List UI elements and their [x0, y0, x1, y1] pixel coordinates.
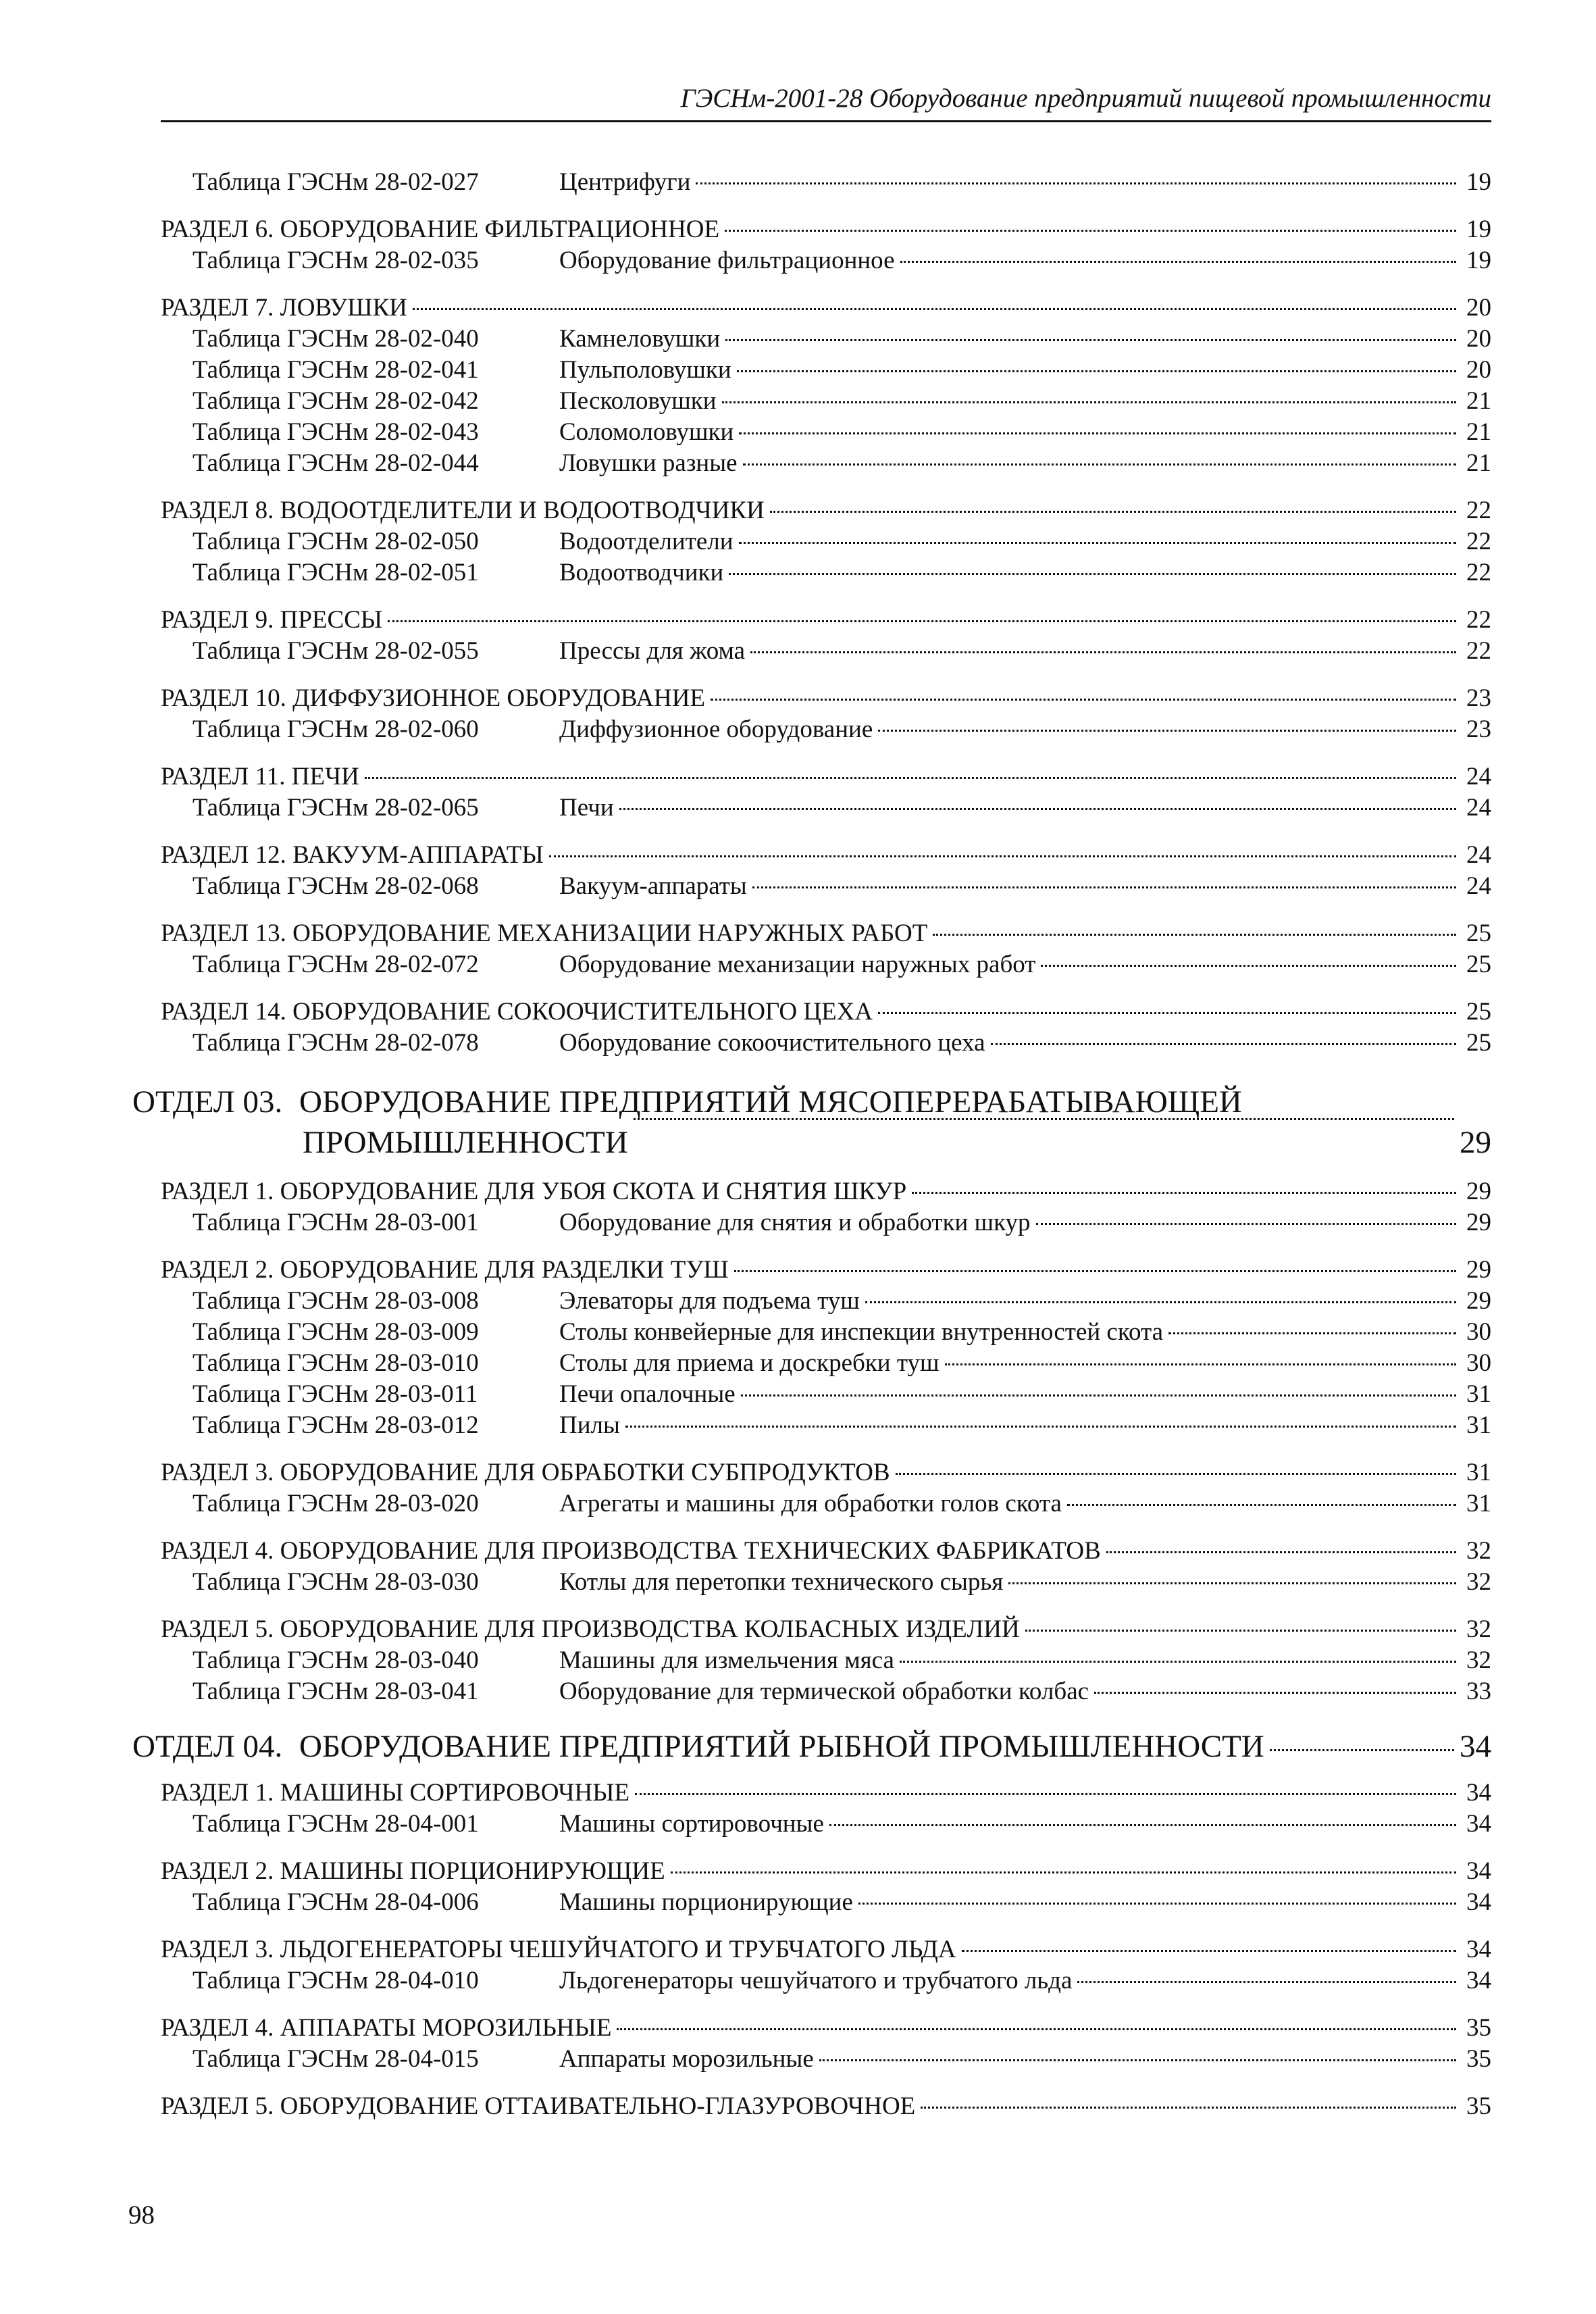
dot-leader: [858, 1902, 1456, 1905]
entry-page: 20: [1466, 294, 1491, 322]
dot-leader: [734, 1269, 1456, 1272]
entry-page: 31: [1466, 1490, 1491, 1517]
entry-page: 34: [1466, 1936, 1491, 1963]
toc-entry[interactable]: [161, 1535, 1491, 1567]
table-code: Таблица ГЭСНм 28-04-001: [192, 1810, 479, 1838]
entry-page: 20: [1466, 356, 1491, 384]
entry-page: 35: [1466, 2014, 1491, 2042]
entry-title: Водоотводчики: [559, 559, 724, 586]
dot-leader: [1094, 1691, 1456, 1694]
table-code: Таблица ГЭСНм 28-02-068: [192, 872, 479, 900]
entry-page: 31: [1466, 1380, 1491, 1408]
entry-page: 29: [1460, 1125, 1491, 1160]
entry-title: Оборудование сокоочистительного цеха: [559, 1029, 985, 1057]
dot-leader: [711, 698, 1456, 701]
entry-page: 24: [1466, 763, 1491, 790]
entry-page: 22: [1466, 637, 1491, 665]
dot-leader: [1067, 1503, 1456, 1506]
entry-title: Машины сортировочные: [559, 1810, 824, 1838]
entry-title: Оборудование для термической обработки колбас: [559, 1678, 1089, 1705]
dot-leader: [912, 1191, 1456, 1194]
entry-title: Столы для приема и доскребки туш: [559, 1349, 939, 1377]
entry-title: Оборудование механизации наружных работ: [559, 951, 1036, 978]
division-code: ОТДЕЛ 03.: [132, 1084, 283, 1120]
toc-entry[interactable]: [161, 1613, 1491, 1646]
dot-leader: [896, 1472, 1456, 1475]
entry-page: 24: [1466, 794, 1491, 822]
table-code: Таблица ГЭСНм 28-03-020: [192, 1490, 479, 1517]
entry-title: Камнеловушки: [559, 325, 721, 353]
toc-entry[interactable]: [161, 1176, 1491, 1208]
dot-leader: [725, 229, 1456, 232]
entry-page: 29: [1466, 1178, 1491, 1205]
dot-leader: [750, 651, 1456, 653]
division-title-cont: ПРОМЫШЛЕННОСТИ: [303, 1125, 628, 1160]
toc-entry[interactable]: [161, 2012, 1491, 2044]
entry-page: 21: [1466, 418, 1491, 446]
entry-page: 32: [1466, 1568, 1491, 1596]
toc-entry[interactable]: [161, 213, 1491, 246]
dot-leader: [770, 510, 1456, 513]
entry-page: 32: [1466, 1646, 1491, 1674]
section-title: РАЗДЕЛ 10. ДИФФУЗИОННОЕ ОБОРУДОВАНИЕ: [161, 684, 706, 712]
table-code: Таблица ГЭСНм 28-02-035: [192, 247, 479, 274]
entry-title: Печи: [559, 794, 614, 822]
dot-leader: [1270, 1749, 1454, 1751]
section-title: РАЗДЕЛ 5. ОБОРУДОВАНИЕ ДЛЯ ПРОИЗВОДСТВА КОЛБАСНЫХ ИЗДЕЛИЙ: [161, 1615, 1020, 1643]
division-title: ОБОРУДОВАНИЕ ПРЕДПРИЯТИЙ РЫБНОЙ ПРОМЫШЛЕННОСТИ: [299, 1729, 1264, 1764]
section-title: РАЗДЕЛ 3. ОБОРУДОВАНИЕ ДЛЯ ОБРАБОТКИ СУБПРОДУКТОВ: [161, 1459, 890, 1486]
entry-page: 34: [1466, 1888, 1491, 1916]
entry-title: Диффузионное оборудование: [559, 715, 873, 743]
page-number: 98: [128, 2200, 155, 2230]
toc-entry[interactable]: [161, 604, 1491, 636]
table-code: Таблица ГЭСНм 28-02-041: [192, 356, 479, 384]
dot-leader: [878, 1011, 1456, 1014]
entry-page: 31: [1466, 1411, 1491, 1439]
dot-leader: [962, 1949, 1456, 1952]
toc-entry[interactable]: [161, 1855, 1491, 1888]
entry-page: 30: [1466, 1318, 1491, 1346]
toc-entry[interactable]: [161, 839, 1491, 872]
dot-leader: [1168, 1332, 1456, 1334]
toc-entry[interactable]: [161, 1457, 1491, 1489]
entry-page: 22: [1466, 559, 1491, 586]
entry-title: Песколовушки: [559, 387, 717, 415]
toc-entry[interactable]: [161, 761, 1491, 793]
section-title: РАЗДЕЛ 3. ЛЬДОГЕНЕРАТОРЫ ЧЕШУЙЧАТОГО И ТРУБЧАТОГО ЛЬДА: [161, 1936, 956, 1963]
section-title: РАЗДЕЛ 11. ПЕЧИ: [161, 763, 359, 790]
entry-title: Вакуум-аппараты: [559, 872, 747, 900]
table-code: Таблица ГЭСНм 28-04-006: [192, 1888, 479, 1916]
dot-leader: [933, 933, 1456, 936]
table-code: Таблица ГЭСНм 28-02-065: [192, 794, 479, 822]
toc-entry[interactable]: [161, 682, 1491, 715]
dot-leader: [878, 729, 1456, 732]
table-code: Таблица ГЭСНм 28-02-027: [192, 168, 479, 196]
toc-entry[interactable]: [161, 292, 1491, 324]
entry-title: Льдогенераторы чешуйчатого и трубчатого льда: [559, 1967, 1073, 1994]
section-title: РАЗДЕЛ 7. ЛОВУШКИ: [161, 294, 408, 322]
toc-entry[interactable]: [161, 495, 1491, 527]
dot-leader: [1106, 1551, 1456, 1553]
entry-page: 19: [1466, 168, 1491, 196]
dot-leader: [900, 1660, 1456, 1663]
division-code: ОТДЕЛ 04.: [132, 1729, 283, 1764]
dot-leader: [729, 572, 1456, 575]
entry-title: Оборудование фильтрационное: [559, 247, 895, 274]
entry-page: 22: [1466, 606, 1491, 634]
entry-page: 21: [1466, 387, 1491, 415]
section-title: РАЗДЕЛ 8. ВОДООТДЕЛИТЕЛИ И ВОДООТВОДЧИКИ: [161, 497, 765, 524]
entry-title: Агрегаты и машины для обработки голов скота: [559, 1490, 1062, 1517]
entry-page: 29: [1466, 1287, 1491, 1315]
table-code: Таблица ГЭСНм 28-04-015: [192, 2045, 479, 2073]
dot-leader: [413, 307, 1456, 310]
dot-leader: [619, 807, 1456, 810]
dot-leader: [743, 463, 1456, 466]
entry-title: Машины порционирующие: [559, 1888, 853, 1916]
dot-leader: [388, 620, 1456, 622]
dot-leader: [991, 1042, 1457, 1045]
table-code: Таблица ГЭСНм 28-03-040: [192, 1646, 479, 1674]
dot-leader: [739, 432, 1456, 434]
table-code: Таблица ГЭСНм 28-04-010: [192, 1967, 479, 1994]
toc-entry[interactable]: [161, 917, 1491, 950]
section-title: РАЗДЕЛ 2. МАШИНЫ ПОРЦИОНИРУЮЩИЕ: [161, 1857, 665, 1885]
entry-page: 29: [1466, 1256, 1491, 1284]
dot-leader: [549, 855, 1456, 857]
entry-page: 35: [1466, 2045, 1491, 2073]
entry-page: 30: [1466, 1349, 1491, 1377]
table-code: Таблица ГЭСНм 28-02-042: [192, 387, 479, 415]
toc-entry[interactable]: [132, 1727, 1491, 1766]
dot-leader: [617, 2028, 1456, 2030]
entry-title: Машины для измельчения мяса: [559, 1646, 894, 1674]
entry-page: 29: [1466, 1209, 1491, 1236]
entry-page: 19: [1466, 216, 1491, 243]
entry-page: 24: [1466, 841, 1491, 869]
section-title: РАЗДЕЛ 9. ПРЕССЫ: [161, 606, 383, 634]
entry-title: Оборудование для снятия и обработки шкур: [559, 1209, 1031, 1236]
entry-title: Водоотделители: [559, 528, 733, 555]
dot-leader: [1025, 1629, 1456, 1632]
entry-page: 22: [1466, 528, 1491, 555]
section-title: РАЗДЕЛ 4. ОБОРУДОВАНИЕ ДЛЯ ПРОИЗВОДСТВА ТЕХНИЧЕСКИХ ФАБРИКАТОВ: [161, 1537, 1101, 1565]
entry-page: 24: [1466, 872, 1491, 900]
table-code: Таблица ГЭСНм 28-02-043: [192, 418, 479, 446]
section-title: РАЗДЕЛ 12. ВАКУУМ-АППАРАТЫ: [161, 841, 544, 869]
entry-page: 25: [1466, 951, 1491, 978]
entry-title: Центрифуги: [559, 168, 691, 196]
dot-leader: [1036, 1222, 1456, 1225]
dot-leader: [819, 2059, 1456, 2061]
entry-title: Аппараты морозильные: [559, 2045, 814, 2073]
dot-leader: [829, 1823, 1456, 1826]
entry-page: 19: [1466, 247, 1491, 274]
table-code: Таблица ГЭСНм 28-02-044: [192, 449, 479, 477]
table-code: Таблица ГЭСНм 28-02-060: [192, 715, 479, 743]
dot-leader: [696, 182, 1456, 184]
table-code: Таблица ГЭСНм 28-02-072: [192, 951, 479, 978]
entry-page: 32: [1466, 1537, 1491, 1565]
entry-page: 33: [1466, 1678, 1491, 1705]
dot-leader: [1008, 1582, 1456, 1584]
table-code: Таблица ГЭСНм 28-02-040: [192, 325, 479, 353]
table-code: Таблица ГЭСНм 28-03-041: [192, 1678, 479, 1705]
dot-leader: [725, 338, 1456, 341]
entry-page: 25: [1466, 920, 1491, 947]
section-title: РАЗДЕЛ 6. ОБОРУДОВАНИЕ ФИЛЬТРАЦИОННОЕ: [161, 216, 720, 243]
dot-leader: [737, 370, 1456, 372]
dot-leader: [365, 776, 1456, 779]
toc-entry[interactable]: [161, 1934, 1491, 1966]
dot-leader: [722, 401, 1456, 403]
entry-page: 34: [1466, 1857, 1491, 1885]
entry-page: 34: [1460, 1729, 1491, 1764]
dot-leader: [900, 260, 1456, 263]
table-code: Таблица ГЭСНм 28-03-011: [192, 1380, 478, 1408]
entry-page: 25: [1466, 998, 1491, 1026]
dot-leader: [739, 541, 1456, 544]
entry-title: Котлы для перетопки технического сырья: [559, 1568, 1004, 1596]
toc-entry[interactable]: [161, 2090, 1491, 2123]
entry-title: Пилы: [559, 1411, 620, 1439]
dot-leader: [741, 1394, 1456, 1397]
dot-leader: [752, 886, 1456, 888]
dot-leader: [865, 1301, 1456, 1303]
dot-leader: [625, 1425, 1456, 1428]
table-code: Таблица ГЭСНм 28-02-078: [192, 1029, 479, 1057]
entry-title: Прессы для жома: [559, 637, 746, 665]
section-title: РАЗДЕЛ 4. АППАРАТЫ МОРОЗИЛЬНЫЕ: [161, 2014, 612, 2042]
table-code: Таблица ГЭСНм 28-03-008: [192, 1287, 479, 1315]
dot-leader: [1041, 964, 1456, 967]
table-code: Таблица ГЭСНм 28-03-010: [192, 1349, 479, 1377]
entry-title: Столы конвейерные для инспекции внутренностей скота: [559, 1318, 1163, 1346]
entry-page: 23: [1466, 715, 1491, 743]
section-title: РАЗДЕЛ 1. МАШИНЫ СОРТИРОВОЧНЫЕ: [161, 1779, 630, 1807]
entry-title: Ловушки разные: [559, 449, 738, 477]
entry-title: Пульполовушки: [559, 356, 731, 384]
dot-leader: [671, 1871, 1456, 1873]
table-code: Таблица ГЭСНм 28-02-051: [192, 559, 479, 586]
entry-page: 34: [1466, 1810, 1491, 1838]
entry-title: Соломоловушки: [559, 418, 734, 446]
entry-title: Печи опалочные: [559, 1380, 736, 1408]
entry-page: 20: [1466, 325, 1491, 353]
dot-leader: [921, 2106, 1456, 2109]
entry-page: 21: [1466, 449, 1491, 477]
section-title: РАЗДЕЛ 14. ОБОРУДОВАНИЕ СОКООЧИСТИТЕЛЬНОГО ЦЕХА: [161, 998, 873, 1026]
running-header-title: ГЭСНм-2001-28 Оборудование предприятий пищевой промышленности: [680, 84, 1491, 113]
section-title: РАЗДЕЛ 5. ОБОРУДОВАНИЕ ОТТАИВАТЕЛЬНО-ГЛАЗУРОВОЧНОЕ: [161, 2092, 916, 2120]
dot-leader: [634, 1117, 1454, 1120]
table-code: Таблица ГЭСНм 28-02-050: [192, 528, 479, 555]
toc-entry[interactable]: [303, 1123, 1491, 1162]
entry-page: 32: [1466, 1615, 1491, 1643]
entry-page: 31: [1466, 1459, 1491, 1486]
dot-leader: [635, 1792, 1456, 1795]
division-title: ОБОРУДОВАНИЕ ПРЕДПРИЯТИЙ МЯСОПЕРЕРАБАТЫВАЮЩЕЙ: [299, 1084, 1242, 1120]
table-code: Таблица ГЭСНм 28-02-055: [192, 637, 479, 665]
toc-entry[interactable]: [161, 1254, 1491, 1286]
dot-leader: [1077, 1980, 1456, 1983]
entry-page: 34: [1466, 1967, 1491, 1994]
entry-page: 34: [1466, 1779, 1491, 1807]
toc-entry[interactable]: [161, 996, 1491, 1028]
table-code: Таблица ГЭСНм 28-03-009: [192, 1318, 479, 1346]
entry-title: Элеваторы для подъема туш: [559, 1287, 860, 1315]
section-title: РАЗДЕЛ 2. ОБОРУДОВАНИЕ ДЛЯ РАЗДЕЛКИ ТУШ: [161, 1256, 729, 1284]
dot-leader: [945, 1363, 1456, 1365]
entry-page: 25: [1466, 1029, 1491, 1057]
entry-page: 23: [1466, 684, 1491, 712]
section-title: РАЗДЕЛ 13. ОБОРУДОВАНИЕ МЕХАНИЗАЦИИ НАРУЖНЫХ РАБОТ: [161, 920, 928, 947]
toc-entry[interactable]: [132, 1082, 1491, 1122]
table-code: Таблица ГЭСНм 28-03-030: [192, 1568, 479, 1596]
table-code: Таблица ГЭСНм 28-03-012: [192, 1411, 479, 1439]
entry-page: 22: [1466, 497, 1491, 524]
toc-entry[interactable]: [161, 1777, 1491, 1809]
section-title: РАЗДЕЛ 1. ОБОРУДОВАНИЕ ДЛЯ УБОЯ СКОТА И СНЯТИЯ ШКУР: [161, 1178, 907, 1205]
entry-page: 35: [1466, 2092, 1491, 2120]
table-code: Таблица ГЭСНм 28-03-001: [192, 1209, 479, 1236]
